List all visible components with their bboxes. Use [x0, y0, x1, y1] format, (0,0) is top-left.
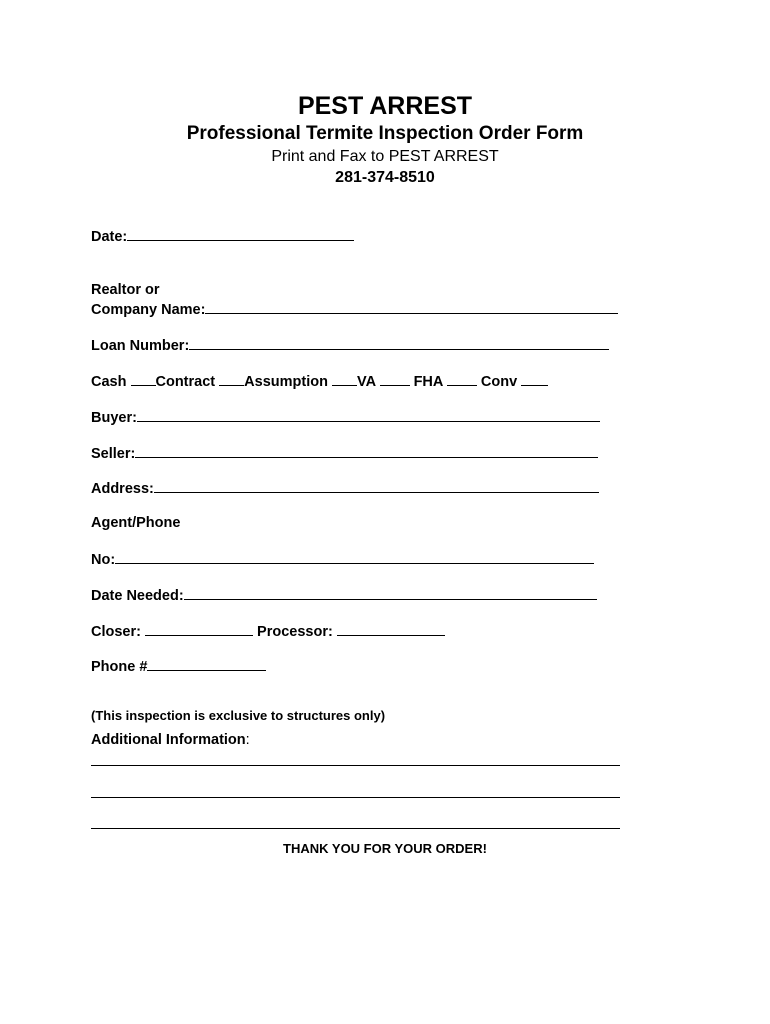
page-title: PEST ARREST [297, 92, 473, 120]
fha-option-field[interactable] [447, 371, 477, 386]
realtor-label-line1: Realtor or [91, 282, 160, 298]
phone-label: Phone # [91, 659, 148, 675]
date-field[interactable] [127, 226, 354, 241]
company-name-field[interactable] [205, 299, 618, 314]
cash-option-field[interactable] [131, 371, 156, 386]
closer-field[interactable] [145, 621, 253, 636]
additional-info-line-2[interactable] [91, 797, 620, 798]
agent-phone-label: Agent/Phone [91, 515, 181, 531]
fax-instruction: Print and Fax to PEST ARREST [271, 148, 499, 165]
va-option-field[interactable] [380, 371, 410, 386]
agent-no-field[interactable] [115, 549, 594, 564]
additional-info-line-3[interactable] [91, 828, 620, 829]
fax-number: 281-374-8510 [335, 169, 435, 186]
date-needed-row [91, 585, 597, 605]
loan-number-field[interactable] [189, 335, 609, 350]
va-option-label: VA [356, 374, 376, 390]
date-needed-label: Date Needed: [91, 588, 184, 604]
address-row [91, 478, 599, 498]
date-row [91, 226, 354, 246]
fha-option-label: FHA [413, 374, 443, 390]
additional-info-colon: : [245, 732, 250, 748]
assumption-option-label: Assumption [244, 374, 328, 390]
additional-info-line-1[interactable] [91, 765, 620, 766]
additional-info-label: Additional Information [91, 732, 246, 748]
seller-label: Seller: [91, 446, 136, 462]
closer-processor-row [91, 621, 445, 641]
exclusive-note: (This inspection is exclusive to structures only) [91, 708, 386, 723]
buyer-field[interactable] [137, 407, 600, 422]
address-field[interactable] [154, 478, 599, 493]
processor-field[interactable] [337, 621, 445, 636]
company-name-row [91, 299, 618, 319]
form-subtitle: Professional Termite Inspection Order Form [186, 123, 584, 144]
agent-no-label: No: [91, 552, 116, 568]
conv-option-field[interactable] [521, 371, 548, 386]
payment-options-row [91, 371, 548, 391]
phone-row [91, 656, 266, 676]
date-needed-field[interactable] [184, 585, 597, 600]
contract-option-field[interactable] [219, 371, 244, 386]
loan-number-row [91, 335, 609, 355]
company-name-label: Company Name: [91, 302, 206, 318]
processor-label: Processor: [257, 624, 333, 640]
cash-option-label: Cash [91, 374, 127, 390]
closer-label: Closer: [91, 624, 141, 640]
assumption-option-field[interactable] [332, 371, 357, 386]
address-label: Address: [91, 481, 154, 497]
additional-info-heading [91, 731, 250, 749]
conv-option-label: Conv [480, 374, 518, 390]
phone-field[interactable] [147, 656, 266, 671]
agent-no-row [91, 549, 594, 569]
buyer-label: Buyer: [91, 410, 137, 426]
seller-row [91, 443, 598, 463]
seller-field[interactable] [135, 443, 598, 458]
buyer-row [91, 407, 600, 427]
contract-option-label: Contract [155, 374, 216, 390]
date-label: Date: [91, 229, 128, 245]
loan-number-label: Loan Number: [91, 338, 190, 354]
thank-you-message: THANK YOU FOR YOUR ORDER! [283, 841, 487, 856]
